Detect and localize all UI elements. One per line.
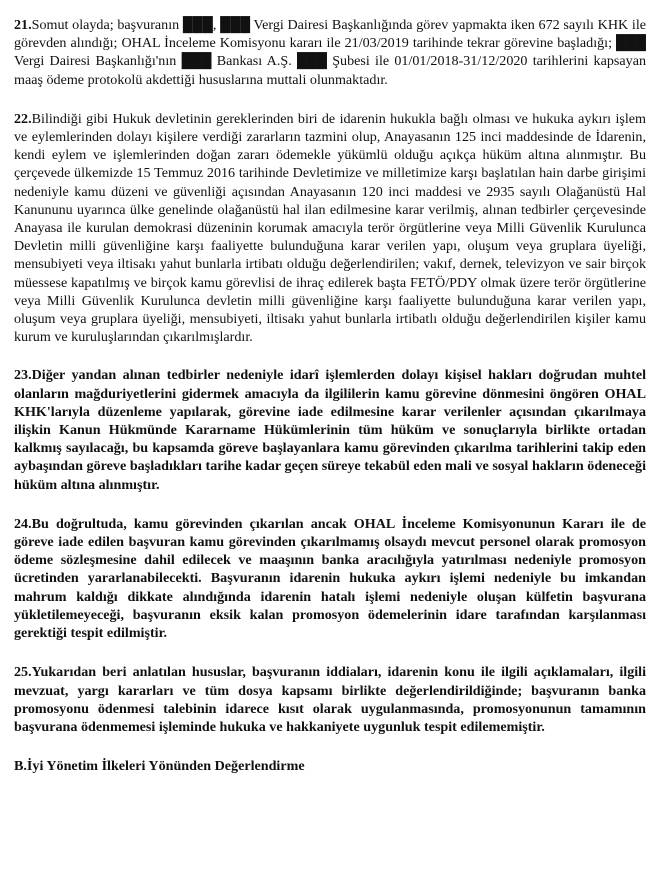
paragraph-text: Somut olayda; başvuranın ███, ███ Vergi Dairesi Başkanlığında görev yapmakta iken 672 sayılı KHK ile görevden alındığı; OHAL İnceleme Komisyonu kararı ile 21/03/2019 tarihinde tekrar görevine başladığı; ███ Vergi Dairesi Başkanlığı'nın ███ Bankası A.Ş. ███ Şubesi ile 01/01/2018-31/12/2020 tarihlerini kapsayan maaş ödeme protokolü akdettiği hususlarına muttali olunmaktadır. bbox=[14, 17, 646, 88]
paragraph-number: 22. bbox=[14, 110, 32, 127]
paragraph-23 bbox=[14, 366, 646, 493]
paragraph-25 bbox=[14, 663, 646, 736]
paragraph-number: 21. bbox=[14, 17, 32, 33]
section-heading: B.İyi Yönetim İlkeleri Yönünden Değerlendirme bbox=[14, 758, 305, 775]
paragraph-number: 25. bbox=[14, 664, 32, 681]
document-page bbox=[14, 16, 646, 796]
paragraph-number: 24. bbox=[14, 515, 32, 532]
paragraph-21 bbox=[14, 16, 646, 89]
paragraph-24 bbox=[14, 515, 646, 642]
paragraph-text: Bu doğrultuda, kamu görevinden çıkarılan ancak OHAL İnceleme Komisyonunun Kararı ile de göreve iade edilen başvuran kamu görevinden çıkarılmamış olsaydı mevcut personel olarak promosyon ödeme sözleşmesine dahil edilecek ve maaşının banka aracılığıyla yatırılması nedeniyle promosyon ücretinden yararlanabilecekti. Başvuranın idarenin hukuka aykırı işlemi nedeniyle bu imkandan mahrum kaldığı dikkate alındığında idarenin hatalı işlemi nedeniyle oluşan külfetin başvurana yükletilemeyeceği, başvuranın eksik kalan promosyon ödemelerinin idare tarafından karşılanması gerektiği tespit edilmiştir. bbox=[14, 515, 646, 642]
paragraph-22 bbox=[14, 110, 646, 347]
paragraph-text: Diğer yandan alınan tedbirler nedeniyle idarî işlemlerden dolayı kişisel hakları doğrudan muhtel olanların mağduriyetlerini gidermek amacıyla da ilgililerin kamu görevine dönmesini öngören OHAL KHK'larıyla düzenleme yapılarak, görevine iade edilmesine karar verilenler açısından çıkarılmaya ilişkin Kanun Hükmünde Kararname Hükümlerinin tüm hüküm ve sonuçlarıyla birlikte ortadan kalkmış sayılacağı, bu kapsamda göreve başlayanlara kamu görevinden çıkarılma tarihlerini takip eden aybaşından göreve başladıkları tarihe kadar geçen süreye tekabül eden mali ve sosyal hakların ödeneceği hüküm altına alınmıştır. bbox=[14, 367, 646, 493]
paragraph-text: Bilindiği gibi Hukuk devletinin gereklerinden biri de idarenin hukukla bağlı olması ve hukuka aykırı işlem ve eylemlerinden dolayı kişilere verdiği zararların tazmini olup, Anayasanın 125 inci maddesinde de İdarenin, kendi eylem ve işlemlerinden doğan zararı ödemekle yükümlü olduğu açıkça hüküm altına alınmıştır. Bu çerçevede ülkemizde 15 Temmuz 2016 tarihinde Devletimize ve milletimize karşı başlatılan hain darbe girişimi nedeniyle kamu düzeni ve güvenliği açısından Anayasanın 120 inci maddesi ve 2935 sayılı Olağanüstü Hal Kanununu uyarınca ülke genelinde olağanüstü hal ilan edilmesine karar verilmiş, alınan tedbirler çerçevesinde Anayasa ile kurulan demokrasi düzeninin korumak amacıyla terör örgütlerine veya Milli Güvenlik Kurulunca Devletin milli güvenliğine karşı faaliyette bulunduğuna karar verilen yapı, oluşum veya gruplara üyeliği, mensubiyeti veya iltisakı yahut bunlarla irtibatı olduğu değerlendirilen; vakıf, dernek, televizyon ve sair birçok müessese kapatılmış ve birçok kamu görevlisi de ihraç edilerek başta FETÖ/PDY olmak üzere terör örgütlerine veya Milli Güvenlik Kurulunca devletin milli güvenliğine karşı faaliyette bulunduğuna karar verilen yapı, oluşum veya gruplara üyeliği, mensubiyeti, iltisakı yahut bunlarla irtibatlı olduğu değerlendirilen kişiler kamu kurum ve kuruluşlarından çıkarılmışlardır. bbox=[14, 110, 646, 346]
paragraph-number: 23. bbox=[14, 367, 32, 384]
paragraph-text: Yukarıdan beri anlatılan hususlar, başvuranın iddiaları, idarenin konu ile ilgili açıklamaları, ilgili mevzuat, yargı kararları ve tüm dosya kapsamı birlikte değerlendirildiğinde; başvuranın banka promosyonu ödenmesi talebinin idarece kısıt olarak uygulanmasında, promosyonunun tamamının başvurana ödenmemesi işleminde hukuka ve hakkaniyete uygunluk tespit edilememiştir. bbox=[14, 664, 646, 735]
